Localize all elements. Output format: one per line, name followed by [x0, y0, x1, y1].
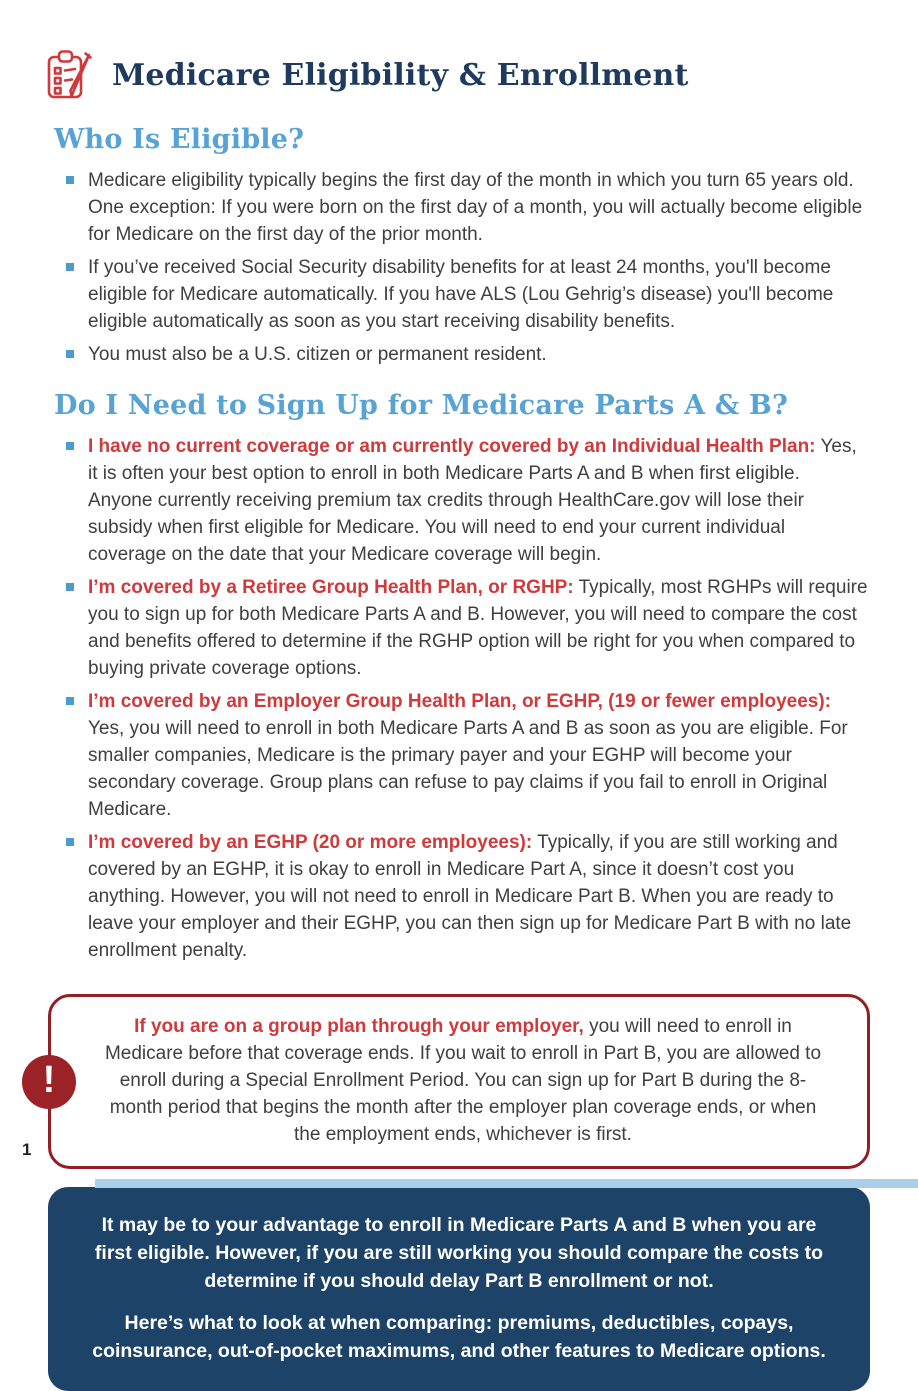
bullet-lead: I’m covered by an EGHP (20 or more employees):: [88, 832, 533, 853]
bullet-text: Yes, it is often your best option to enroll in both Medicare Parts A and B when first eligible. Anyone currently receiving premium tax credits through HealthCare.gov will lose their subsidy when first eligible for Medicare. You will need to end your current individual coverage on the date that your Medicare coverage will begin.: [88, 436, 857, 565]
footer-accent-bar: [95, 1179, 918, 1188]
list-item: [88, 574, 868, 682]
alert-lead-text: If you are on a group plan through your employer,: [134, 1016, 584, 1037]
bullet-text: Typically, most RGHPs will require you to sign up for both Medicare Parts A and B. However, you will need to compare the cost and benefits offered to determine if the RGHP option will be right for you when compared to buying private coverage options.: [88, 577, 868, 679]
bullet-text: You must also be a U.S. citizen or permanent resident.: [88, 344, 547, 365]
sign-up-bullet-list: [88, 433, 868, 964]
list-item: [88, 688, 868, 823]
info-highlight-box: [48, 1187, 870, 1391]
list-item: [88, 433, 868, 568]
section-heading-sign-up: Do I Need to Sign Up for Medicare Parts A & B?: [54, 390, 789, 421]
list-item: [88, 167, 868, 248]
exclamation-icon: [22, 1055, 76, 1109]
bullet-text: Typically, if you are still working and covered by an EGHP, it is okay to enroll in Medicare Part A, since it doesn’t cost you anything. However, you will not need to enroll in Medicare Part B. When you are ready to leave your employer and their EGHP, you can then sign up for Medicare Part B with no late enrollment penalty.: [88, 832, 852, 961]
alert-callout-box: [42, 994, 870, 1169]
info-box-paragraph-1: It may be to your advantage to enroll in Medicare Parts A and B when you are first eligible. However, if you are still working you should compare the costs to determine if you should delay Part B enrollment or not.: [94, 1214, 824, 1292]
clipboard-checklist-icon: [44, 48, 96, 102]
document-header: [44, 48, 870, 102]
info-box-paragraph-2: Here’s what to look at when comparing: premiums, deductibles, copays, coinsurance, out-of-pocket maximums, and other features to Medicare options.: [92, 1312, 826, 1362]
bullet-lead: I’m covered by an Employer Group Health Plan, or EGHP, (19 or fewer employees):: [88, 691, 831, 712]
page-number: 1: [22, 1140, 32, 1159]
bullet-text: If you’ve received Social Security disability benefits for at least 24 months, you'll become eligible for Medicare automatically. If you have ALS (Lou Gehrig’s disease) you'll become eligible automatically as soon as you start receiving disability benefits.: [88, 257, 834, 332]
list-item: [88, 829, 868, 964]
list-item: [88, 254, 868, 335]
alert-body-text: you will need to enroll in Medicare before that coverage ends. If you wait to enroll in Part B, you are allowed to enroll during a Special Enrollment Period. You can sign up for Part B during the 8-month period that begins the month after the employer plan coverage ends, or when the employment ends, whichever is first.: [104, 1016, 822, 1145]
exclamation-glyph: !: [42, 1058, 56, 1101]
list-item: [88, 341, 868, 368]
bullet-lead: I’m covered by a Retiree Group Health Plan, or RGHP:: [88, 577, 574, 598]
page-title: Medicare Eligibility & Enrollment: [112, 57, 689, 93]
section-heading-who-is-eligible: Who Is Eligible?: [54, 124, 305, 155]
bullet-text: Medicare eligibility typically begins the first day of the month in which you turn 65 years old. One exception: If you were born on the first day of a month, you will actually become eligible for Medicare on the first day of the prior month.: [88, 170, 863, 245]
eligibility-bullet-list: [88, 167, 868, 368]
bullet-lead: I have no current coverage or am currently covered by an Individual Health Plan:: [88, 436, 816, 457]
bullet-text: Yes, you will need to enroll in both Medicare Parts A and B as soon as you are eligible. For smaller companies, Medicare is the primary payer and your EGHP will become your secondary coverage. Group plans can refuse to pay claims if you fail to enroll in Original Medicare.: [88, 718, 848, 820]
